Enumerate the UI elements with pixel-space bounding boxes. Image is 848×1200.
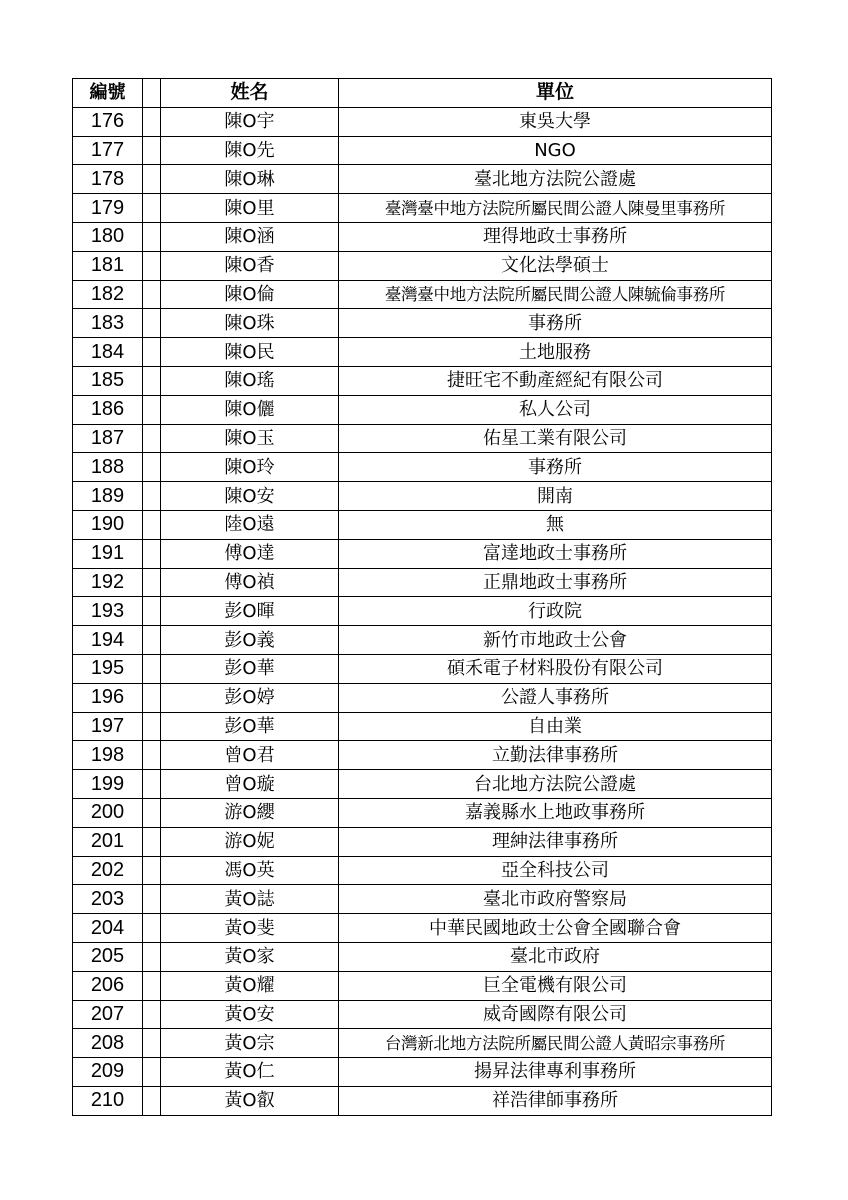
row-name: 曾O君 xyxy=(161,741,339,770)
row-spacer xyxy=(143,770,161,799)
row-unit: 自由業 xyxy=(339,712,772,741)
row-number: 203 xyxy=(73,885,143,914)
row-unit: 私人公司 xyxy=(339,395,772,424)
table-row xyxy=(73,942,772,971)
row-unit: 碩禾電子材料股份有限公司 xyxy=(339,654,772,683)
row-unit: 事務所 xyxy=(339,453,772,482)
row-name: 陳O涵 xyxy=(161,222,339,251)
row-number: 208 xyxy=(73,1029,143,1058)
row-spacer xyxy=(143,1029,161,1058)
row-unit: 揚昇法律專利事務所 xyxy=(339,1058,772,1087)
row-name: 彭O華 xyxy=(161,654,339,683)
row-name: 彭O暉 xyxy=(161,597,339,626)
row-spacer xyxy=(143,712,161,741)
row-number: 179 xyxy=(73,194,143,223)
row-number: 185 xyxy=(73,366,143,395)
table-row xyxy=(73,1000,772,1029)
row-number: 201 xyxy=(73,827,143,856)
header-name: 姓名 xyxy=(161,79,339,108)
table-row xyxy=(73,856,772,885)
row-name: 陳O儷 xyxy=(161,395,339,424)
table-row xyxy=(73,424,772,453)
header-spacer xyxy=(143,79,161,108)
row-unit: 理得地政士事務所 xyxy=(339,222,772,251)
row-spacer xyxy=(143,798,161,827)
table-row xyxy=(73,482,772,511)
row-name: 陳O琳 xyxy=(161,165,339,194)
row-number: 197 xyxy=(73,712,143,741)
table-row xyxy=(73,1086,772,1115)
row-spacer xyxy=(143,626,161,655)
row-name: 黃O仁 xyxy=(161,1058,339,1087)
row-spacer xyxy=(143,741,161,770)
table-row xyxy=(73,654,772,683)
row-spacer xyxy=(143,1086,161,1115)
row-unit: 公證人事務所 xyxy=(339,683,772,712)
row-spacer xyxy=(143,539,161,568)
table-row xyxy=(73,712,772,741)
row-number: 199 xyxy=(73,770,143,799)
row-unit: 事務所 xyxy=(339,309,772,338)
row-number: 181 xyxy=(73,251,143,280)
table-row xyxy=(73,885,772,914)
row-unit: 臺灣臺中地方法院所屬民間公證人陳曼里事務所 xyxy=(339,194,772,223)
row-spacer xyxy=(143,165,161,194)
row-unit: 嘉義縣水上地政事務所 xyxy=(339,798,772,827)
table-row xyxy=(73,770,772,799)
row-name: 傅O禎 xyxy=(161,568,339,597)
table-row xyxy=(73,165,772,194)
roster-table xyxy=(72,78,772,1116)
table-row xyxy=(73,683,772,712)
row-unit: NGO xyxy=(339,136,772,165)
table-row xyxy=(73,395,772,424)
row-unit: 中華民國地政士公會全國聯合會 xyxy=(339,914,772,943)
row-spacer xyxy=(143,222,161,251)
row-spacer xyxy=(143,827,161,856)
row-name: 陳O倫 xyxy=(161,280,339,309)
table-row xyxy=(73,626,772,655)
table-row xyxy=(73,798,772,827)
row-unit: 臺北地方法院公證處 xyxy=(339,165,772,194)
row-unit: 理紳法律事務所 xyxy=(339,827,772,856)
row-spacer xyxy=(143,280,161,309)
row-number: 202 xyxy=(73,856,143,885)
row-number: 180 xyxy=(73,222,143,251)
row-unit: 亞全科技公司 xyxy=(339,856,772,885)
row-name: 陳O里 xyxy=(161,194,339,223)
row-number: 195 xyxy=(73,654,143,683)
row-number: 184 xyxy=(73,338,143,367)
row-unit: 巨全電機有限公司 xyxy=(339,971,772,1000)
row-number: 194 xyxy=(73,626,143,655)
row-name: 傅O達 xyxy=(161,539,339,568)
row-name: 馮O英 xyxy=(161,856,339,885)
row-unit: 臺北市政府警察局 xyxy=(339,885,772,914)
row-unit: 臺北市政府 xyxy=(339,942,772,971)
table-row xyxy=(73,1029,772,1058)
row-number: 178 xyxy=(73,165,143,194)
row-number: 191 xyxy=(73,539,143,568)
row-number: 198 xyxy=(73,741,143,770)
row-spacer xyxy=(143,568,161,597)
row-spacer xyxy=(143,453,161,482)
table-row xyxy=(73,827,772,856)
row-name: 陳O瑤 xyxy=(161,366,339,395)
row-name: 游O妮 xyxy=(161,827,339,856)
table-row xyxy=(73,568,772,597)
row-spacer xyxy=(143,366,161,395)
row-spacer xyxy=(143,395,161,424)
header-number: 編號 xyxy=(73,79,143,108)
row-name: 黃O誌 xyxy=(161,885,339,914)
row-number: 204 xyxy=(73,914,143,943)
table-row xyxy=(73,107,772,136)
table-header-row xyxy=(73,79,772,108)
row-spacer xyxy=(143,942,161,971)
row-name: 彭O義 xyxy=(161,626,339,655)
row-spacer xyxy=(143,136,161,165)
row-unit: 文化法學碩士 xyxy=(339,251,772,280)
row-number: 190 xyxy=(73,510,143,539)
row-number: 196 xyxy=(73,683,143,712)
row-name: 彭O華 xyxy=(161,712,339,741)
row-name: 黃O斐 xyxy=(161,914,339,943)
row-unit: 東吳大學 xyxy=(339,107,772,136)
row-unit: 祥浩律師事務所 xyxy=(339,1086,772,1115)
row-unit: 開南 xyxy=(339,482,772,511)
row-spacer xyxy=(143,1058,161,1087)
row-name: 陳O香 xyxy=(161,251,339,280)
row-spacer xyxy=(143,683,161,712)
row-number: 193 xyxy=(73,597,143,626)
row-spacer xyxy=(143,914,161,943)
row-number: 205 xyxy=(73,942,143,971)
row-number: 210 xyxy=(73,1086,143,1115)
row-spacer xyxy=(143,194,161,223)
row-unit: 富達地政士事務所 xyxy=(339,539,772,568)
row-number: 192 xyxy=(73,568,143,597)
row-spacer xyxy=(143,309,161,338)
table-row xyxy=(73,309,772,338)
row-name: 游O纓 xyxy=(161,798,339,827)
row-unit: 佑星工業有限公司 xyxy=(339,424,772,453)
table-row xyxy=(73,366,772,395)
table-row xyxy=(73,741,772,770)
row-number: 187 xyxy=(73,424,143,453)
row-number: 200 xyxy=(73,798,143,827)
row-name: 黃O叡 xyxy=(161,1086,339,1115)
table-row xyxy=(73,194,772,223)
row-unit: 台北地方法院公證處 xyxy=(339,770,772,799)
row-name: 曾O璇 xyxy=(161,770,339,799)
row-name: 黃O耀 xyxy=(161,971,339,1000)
table-row xyxy=(73,453,772,482)
row-name: 陸O遠 xyxy=(161,510,339,539)
row-spacer xyxy=(143,971,161,1000)
row-name: 陳O玉 xyxy=(161,424,339,453)
row-unit: 威奇國際有限公司 xyxy=(339,1000,772,1029)
row-spacer xyxy=(143,885,161,914)
row-unit: 土地服務 xyxy=(339,338,772,367)
row-unit: 行政院 xyxy=(339,597,772,626)
row-number: 182 xyxy=(73,280,143,309)
row-number: 209 xyxy=(73,1058,143,1087)
row-unit: 立勤法律事務所 xyxy=(339,741,772,770)
table-row xyxy=(73,136,772,165)
row-number: 188 xyxy=(73,453,143,482)
row-spacer xyxy=(143,424,161,453)
row-name: 陳O先 xyxy=(161,136,339,165)
table-row xyxy=(73,539,772,568)
row-unit: 捷旺宅不動產經紀有限公司 xyxy=(339,366,772,395)
table-row xyxy=(73,1058,772,1087)
table-row xyxy=(73,251,772,280)
row-name: 彭O婷 xyxy=(161,683,339,712)
table-row xyxy=(73,971,772,1000)
row-number: 206 xyxy=(73,971,143,1000)
row-spacer xyxy=(143,856,161,885)
row-number: 176 xyxy=(73,107,143,136)
row-number: 186 xyxy=(73,395,143,424)
row-unit: 無 xyxy=(339,510,772,539)
row-name: 陳O民 xyxy=(161,338,339,367)
row-spacer xyxy=(143,251,161,280)
table-row xyxy=(73,280,772,309)
row-name: 陳O珠 xyxy=(161,309,339,338)
row-number: 189 xyxy=(73,482,143,511)
row-number: 207 xyxy=(73,1000,143,1029)
row-spacer xyxy=(143,1000,161,1029)
row-name: 陳O宇 xyxy=(161,107,339,136)
row-spacer xyxy=(143,654,161,683)
table-row xyxy=(73,510,772,539)
row-spacer xyxy=(143,107,161,136)
table-row xyxy=(73,597,772,626)
table-row xyxy=(73,222,772,251)
row-spacer xyxy=(143,510,161,539)
row-unit: 台灣新北地方法院所屬民間公證人黃昭宗事務所 xyxy=(339,1029,772,1058)
row-name: 陳O玲 xyxy=(161,453,339,482)
row-unit: 正鼎地政士事務所 xyxy=(339,568,772,597)
row-name: 陳O安 xyxy=(161,482,339,511)
row-spacer xyxy=(143,338,161,367)
row-spacer xyxy=(143,597,161,626)
header-unit: 單位 xyxy=(339,79,772,108)
row-name: 黃O安 xyxy=(161,1000,339,1029)
row-number: 183 xyxy=(73,309,143,338)
table-row xyxy=(73,914,772,943)
table-body xyxy=(73,107,772,1115)
table-row xyxy=(73,338,772,367)
row-name: 黃O家 xyxy=(161,942,339,971)
row-spacer xyxy=(143,482,161,511)
row-unit: 臺灣臺中地方法院所屬民間公證人陳毓倫事務所 xyxy=(339,280,772,309)
row-number: 177 xyxy=(73,136,143,165)
row-name: 黃O宗 xyxy=(161,1029,339,1058)
row-unit: 新竹市地政士公會 xyxy=(339,626,772,655)
